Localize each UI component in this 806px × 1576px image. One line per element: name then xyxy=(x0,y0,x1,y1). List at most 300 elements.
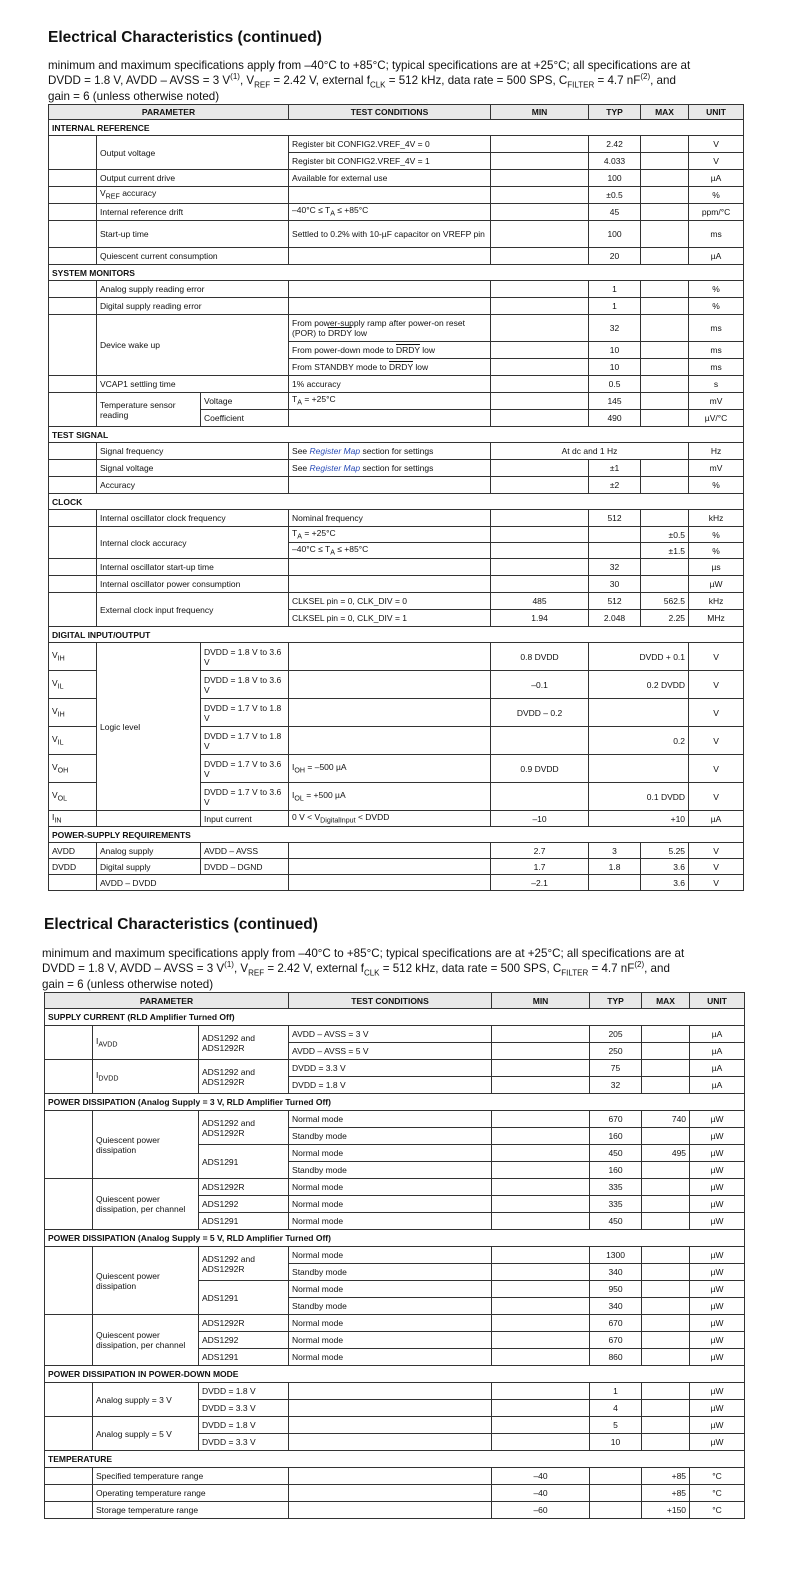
param-label: Quiescent power dissipation, per channel xyxy=(93,1179,199,1230)
symbol: $I_{AVDD}$ xyxy=(93,1026,199,1060)
typ-value: 490 xyxy=(589,410,641,427)
header-parameter: PARAMETER xyxy=(49,105,289,120)
min-value: 1.94 xyxy=(491,610,589,627)
table-row xyxy=(49,527,744,543)
param-label: AVDD – DVDD xyxy=(97,875,289,891)
min-value: –60 xyxy=(492,1502,590,1519)
test-condition: $I_{OL} = +500$ µA xyxy=(289,783,491,811)
param-label: Analog supply reading error xyxy=(97,281,289,298)
table-row xyxy=(45,1502,745,1519)
typ-value: 670 xyxy=(590,1332,642,1349)
table-row xyxy=(45,1485,745,1502)
device-label: ADS1292 xyxy=(199,1196,289,1213)
unit-value: µA xyxy=(689,811,744,827)
table-row xyxy=(45,1315,745,1332)
unit-value: µW xyxy=(690,1145,745,1162)
header-row xyxy=(45,993,745,1009)
section-row xyxy=(49,265,744,281)
table-row xyxy=(49,187,744,204)
test-condition: CLKSEL pin = 0, CLK_DIV = 1 xyxy=(289,610,491,627)
min-value: 485 xyxy=(491,593,589,610)
unit-value: µW xyxy=(689,576,744,593)
param-label: Start-up time xyxy=(97,221,289,248)
test-condition: AVDD – AVSS = 5 V xyxy=(289,1043,492,1060)
table-row xyxy=(49,393,744,410)
typ-value: 1.8 xyxy=(589,859,641,875)
typ-value: 32 xyxy=(590,1077,642,1094)
test-condition: Normal mode xyxy=(289,1281,492,1298)
unit-value: µA xyxy=(690,1026,745,1043)
typ-value: 335 xyxy=(590,1196,642,1213)
max-value: 3.6 xyxy=(641,859,689,875)
unit-value: µW xyxy=(690,1400,745,1417)
table-row xyxy=(49,281,744,298)
unit-value: µW xyxy=(690,1264,745,1281)
test-condition: Register bit CONFIG2.VREF_4V = 1 xyxy=(289,153,491,170)
param-label: Quiescent power dissipation xyxy=(93,1111,199,1179)
table-row xyxy=(49,643,744,671)
unit-value: ms xyxy=(689,315,744,342)
section-heading: SUPPLY CURRENT (RLD Amplifier Turned Off) xyxy=(45,1009,745,1026)
unit-value: V xyxy=(689,727,744,755)
device-label: ADS1292R xyxy=(199,1315,289,1332)
typ-value: ±2 xyxy=(589,477,641,494)
table-row xyxy=(49,170,744,187)
unit-value: µA xyxy=(689,248,744,265)
header-min: MIN xyxy=(492,993,590,1009)
typ-value: 860 xyxy=(590,1349,642,1366)
typ-value: 10 xyxy=(590,1434,642,1451)
typ-value: 75 xyxy=(590,1060,642,1077)
typ-value: 0.5 xyxy=(589,376,641,393)
unit-value: kHz xyxy=(689,510,744,527)
unit-value: µW xyxy=(690,1383,745,1400)
section-heading: TEMPERATURE xyxy=(45,1451,745,1468)
device-label: ADS1292R xyxy=(199,1179,289,1196)
unit-value: µW xyxy=(690,1417,745,1434)
min-value: –0.1 xyxy=(491,671,589,699)
supply-condition: AVDD – AVSS xyxy=(201,843,289,859)
typ-value: 32 xyxy=(589,559,641,576)
unit-value: s xyxy=(689,376,744,393)
section-row xyxy=(49,494,744,510)
param-label: Output voltage xyxy=(97,136,289,170)
test-condition: $T_A = +25^\circ C$ xyxy=(289,393,491,410)
unit-value: µW xyxy=(690,1128,745,1145)
test-condition: Standby mode xyxy=(289,1162,492,1179)
max-value: 495 xyxy=(642,1145,690,1162)
typ-value: 4 xyxy=(590,1400,642,1417)
unit-value: V xyxy=(689,671,744,699)
table-row xyxy=(49,376,744,393)
param-label: Temperature sensor reading xyxy=(97,393,201,427)
section-heading: CLOCK xyxy=(49,494,744,510)
table-row xyxy=(49,298,744,315)
unit-value: V xyxy=(689,153,744,170)
unit-value: % xyxy=(689,527,744,543)
unit-value: µW xyxy=(690,1281,745,1298)
typ-value: ±0.5 xyxy=(589,187,641,204)
supply-condition: DVDD = 1.8 V to 3.6 V xyxy=(201,643,289,671)
max-value: 562.5 xyxy=(641,593,689,610)
header-typ: TYP xyxy=(589,105,641,120)
test-condition: Register bit CONFIG2.VREF_4V = 0 xyxy=(289,136,491,153)
test-condition: Settled to 0.2% with 10-µF capacitor on VREFP pin xyxy=(289,221,491,248)
unit-value: % xyxy=(689,543,744,559)
test-condition: Normal mode xyxy=(289,1213,492,1230)
unit-value: V xyxy=(689,875,744,891)
typ-value: 512 xyxy=(589,510,641,527)
unit-value: µW xyxy=(690,1332,745,1349)
typ-value: 340 xyxy=(590,1298,642,1315)
header-test-conditions: TEST CONDITIONS xyxy=(289,993,492,1009)
unit-value: µV/°C xyxy=(689,410,744,427)
unit-value: ms xyxy=(689,221,744,248)
unit-value: µW xyxy=(690,1213,745,1230)
param-label: Storage temperature range xyxy=(93,1502,289,1519)
supply-condition: DVDD – DGND xyxy=(201,859,289,875)
unit-value: µA xyxy=(690,1043,745,1060)
max-value: 3.6 xyxy=(641,875,689,891)
max-value: +150 xyxy=(642,1502,690,1519)
header-typ: TYP xyxy=(590,993,642,1009)
unit-value: µW xyxy=(690,1179,745,1196)
test-condition: See Register Map section for settings xyxy=(289,443,491,460)
test-condition: $-40^\circ C \le T_A \le +85^\circ C$ xyxy=(289,543,491,559)
min-value: –2.1 xyxy=(491,875,589,891)
param-label: Output current drive xyxy=(97,170,289,187)
param-label: Internal oscillator clock frequency xyxy=(97,510,289,527)
typ-value: 45 xyxy=(589,204,641,221)
unit-value: V xyxy=(689,136,744,153)
typ-value: 335 xyxy=(590,1179,642,1196)
typ-value: 1 xyxy=(589,298,641,315)
test-condition: Normal mode xyxy=(289,1315,492,1332)
typ-value: 30 xyxy=(589,576,641,593)
supply-condition: DVDD = 1.7 V to 3.6 V xyxy=(201,755,289,783)
table-row xyxy=(45,1468,745,1485)
header-parameter: PARAMETER xyxy=(45,993,289,1009)
header-max: MAX xyxy=(642,993,690,1009)
symbol: $V_{IH}$ xyxy=(49,699,97,727)
typ-value: 450 xyxy=(590,1213,642,1230)
table-row xyxy=(49,510,744,527)
typ-value: At dc and 1 Hz xyxy=(491,443,689,460)
typ-value: 670 xyxy=(590,1315,642,1332)
table-row xyxy=(49,875,744,891)
symbol: $I_{IN}$ xyxy=(49,811,97,827)
header-unit: UNIT xyxy=(690,993,745,1009)
unit-value: ms xyxy=(689,342,744,359)
section-heading: SYSTEM MONITORS xyxy=(49,265,744,281)
max-value: 740 xyxy=(642,1111,690,1128)
test-condition: Normal mode xyxy=(289,1179,492,1196)
unit-value: % xyxy=(689,298,744,315)
max-value: ±1.5 xyxy=(641,543,689,559)
header-max: MAX xyxy=(641,105,689,120)
test-condition: Normal mode xyxy=(289,1111,492,1128)
test-condition: 1% accuracy xyxy=(289,376,491,393)
param-label: Internal oscillator start-up time xyxy=(97,559,289,576)
table-row xyxy=(49,248,744,265)
unit-value: kHz xyxy=(689,593,744,610)
unit-value: °C xyxy=(690,1468,745,1485)
param-label: Quiescent power dissipation xyxy=(93,1247,199,1315)
unit-value: % xyxy=(689,477,744,494)
device-label: ADS1291 xyxy=(199,1349,289,1366)
param-label: Logic level xyxy=(97,643,201,811)
test-condition: CLKSEL pin = 0, CLK_DIV = 0 xyxy=(289,593,491,610)
param-label: External clock input frequency xyxy=(97,593,289,627)
symbol: $V_{IH}$ xyxy=(49,643,97,671)
device-label: ADS1292 and ADS1292R xyxy=(199,1026,289,1060)
section-heading: POWER-SUPPLY REQUIREMENTS xyxy=(49,827,744,843)
param-label: Accuracy xyxy=(97,477,289,494)
table-row xyxy=(49,443,744,460)
param-label: Digital supply reading error xyxy=(97,298,289,315)
device-label: DVDD = 3.3 V xyxy=(199,1434,289,1451)
test-condition: From power-down mode to DRDY low xyxy=(289,342,491,359)
symbol: $I_{DVDD}$ xyxy=(93,1060,199,1094)
device-label: DVDD = 1.8 V xyxy=(199,1383,289,1400)
table-row xyxy=(49,315,744,342)
symbol: AVDD xyxy=(49,843,97,859)
supply-condition: DVDD = 1.7 V to 1.8 V xyxy=(201,727,289,755)
max-value: 2.25 xyxy=(641,610,689,627)
unit-value: V xyxy=(689,755,744,783)
test-condition: Normal mode xyxy=(289,1247,492,1264)
unit-value: µA xyxy=(690,1077,745,1094)
table-row xyxy=(49,460,744,477)
unit-value: µW xyxy=(690,1111,745,1128)
table-row xyxy=(45,1111,745,1128)
unit-value: µW xyxy=(690,1298,745,1315)
section-row xyxy=(45,1451,745,1468)
param-label: Analog supply xyxy=(97,843,201,859)
device-label: ADS1292 and ADS1292R xyxy=(199,1111,289,1145)
table-row xyxy=(49,843,744,859)
unit-value: % xyxy=(689,187,744,204)
min-value: –40 xyxy=(492,1468,590,1485)
test-condition: Nominal frequency xyxy=(289,510,491,527)
typ-value: 670 xyxy=(590,1111,642,1128)
min-value: 2.7 xyxy=(491,843,589,859)
typ-value: 450 xyxy=(590,1145,642,1162)
typ-value: 205 xyxy=(590,1026,642,1043)
header-unit: UNIT xyxy=(689,105,744,120)
param-label: Operating temperature range xyxy=(93,1485,289,1502)
max-value: ±0.5 xyxy=(641,527,689,543)
section-title: Electrical Characteristics (continued) xyxy=(48,29,322,46)
section-heading: INTERNAL REFERENCE xyxy=(49,120,744,136)
symbol: DVDD xyxy=(49,859,97,875)
supply-condition: DVDD = 1.7 V to 3.6 V xyxy=(201,783,289,811)
header-min: MIN xyxy=(491,105,589,120)
unit-value: V xyxy=(689,859,744,875)
test-condition: 0 $V < V_{DigitalInput}$ < DVDD xyxy=(289,811,491,827)
param-label: Analog supply = 3 V xyxy=(93,1383,199,1417)
min-value: 1.7 xyxy=(491,859,589,875)
section-row xyxy=(45,1366,745,1383)
param-label: $V_{REF}$ accuracy xyxy=(97,187,289,204)
test-condition: Standby mode xyxy=(289,1128,492,1145)
min-value: –40 xyxy=(492,1485,590,1502)
typ-value: 100 xyxy=(589,221,641,248)
device-label: ADS1291 xyxy=(199,1281,289,1315)
section-title: Electrical Characteristics (continued) xyxy=(44,916,318,933)
unit-value: µW xyxy=(690,1162,745,1179)
param-label: Internal oscillator power consumption xyxy=(97,576,289,593)
param-label: VCAP1 settling time xyxy=(97,376,289,393)
test-condition: Normal mode xyxy=(289,1332,492,1349)
unit-value: % xyxy=(689,281,744,298)
device-label: ADS1292 and ADS1292R xyxy=(199,1247,289,1281)
table-row xyxy=(49,859,744,875)
supply-condition: DVDD = 1.7 V to 1.8 V xyxy=(201,699,289,727)
table-row xyxy=(45,1417,745,1434)
typ-value: 160 xyxy=(590,1128,642,1145)
param-label: Internal reference drift xyxy=(97,204,289,221)
typ-value: 160 xyxy=(590,1162,642,1179)
test-condition: Normal mode xyxy=(289,1196,492,1213)
unit-value: µW xyxy=(690,1196,745,1213)
unit-value: V xyxy=(689,643,744,671)
table-row xyxy=(49,576,744,593)
symbol: $V_{OL}$ xyxy=(49,783,97,811)
section-row xyxy=(49,827,744,843)
conditions-text: minimum and maximum specifications apply from –40°C to +85°C; typical specifications are at +25°C; all specifications are at DVDD = 1.8 V, AVDD – AVSS = 3 $V^{(1)}$, $V_{REF} = 2.42$ V, external $f_{CLK} = 512$ kHz, data rate = 500 SPS, $C_{FILTER} = 4.7$ $nF^{(2)}$, and gain = 6 (unless otherwise noted) xyxy=(48,59,691,103)
test-condition: AVDD – AVSS = 3 V xyxy=(289,1026,492,1043)
sub-param-label: Voltage xyxy=(201,393,289,410)
table-row xyxy=(45,1060,745,1077)
unit-value: µA xyxy=(690,1060,745,1077)
typ-value: 3 xyxy=(589,843,641,859)
test-condition: Normal mode xyxy=(289,1349,492,1366)
typ-value: 1 xyxy=(590,1383,642,1400)
section-heading: POWER DISSIPATION (Analog Supply = 3 V, RLD Amplifier Turned Off) xyxy=(45,1094,745,1111)
test-condition: $T_A = +25^\circ C$ xyxy=(289,527,491,543)
symbol: $V_{IL}$ xyxy=(49,671,97,699)
param-label: Specified temperature range xyxy=(93,1468,289,1485)
spec-table-1 xyxy=(48,104,744,891)
section-row xyxy=(49,627,744,643)
typ-value: 1 xyxy=(589,281,641,298)
unit-value: ms xyxy=(689,359,744,376)
param-label: Signal voltage xyxy=(97,460,289,477)
register-map-link[interactable]: Register Map xyxy=(309,446,361,456)
typ-value: 950 xyxy=(590,1281,642,1298)
unit-value: ppm/°C xyxy=(689,204,744,221)
min-value: DVDD – 0.2 xyxy=(491,699,589,727)
unit-value: °C xyxy=(690,1485,745,1502)
section-heading: POWER DISSIPATION IN POWER-DOWN MODE xyxy=(45,1366,745,1383)
sub-param-label: Coefficient xyxy=(201,410,289,427)
test-condition: $I_{OH} = -500$ µA xyxy=(289,755,491,783)
min-value: –10 xyxy=(491,811,589,827)
device-label: ADS1292 xyxy=(199,1332,289,1349)
max-value: 0.2 xyxy=(589,727,689,755)
param-label: Signal frequency xyxy=(97,443,289,460)
typ-value: 2.048 xyxy=(589,610,641,627)
unit-value: °C xyxy=(690,1502,745,1519)
header-row xyxy=(49,105,744,120)
test-condition: See Register Map section for settings xyxy=(289,460,491,477)
max-value: 0.1 DVDD xyxy=(589,783,689,811)
max-value: 5.25 xyxy=(641,843,689,859)
unit-value: µs xyxy=(689,559,744,576)
section-heading: DIGITAL INPUT/OUTPUT xyxy=(49,627,744,643)
param-label: Quiescent power dissipation, per channel xyxy=(93,1315,199,1366)
table-row xyxy=(49,811,744,827)
typ-value: 32 xyxy=(589,315,641,342)
test-condition: From power-supply ramp after power-on reset (POR) to DRDY low xyxy=(289,315,491,342)
supply-condition: DVDD = 1.8 V to 3.6 V xyxy=(201,671,289,699)
typ-value: 10 xyxy=(589,342,641,359)
table-row xyxy=(49,136,744,153)
typ-value: 1300 xyxy=(590,1247,642,1264)
register-map-link[interactable]: Register Map xyxy=(309,463,361,473)
table-row xyxy=(49,559,744,576)
test-condition: DVDD = 3.3 V xyxy=(289,1060,492,1077)
param-label: Quiescent current consumption xyxy=(97,248,289,265)
device-label: DVDD = 1.8 V xyxy=(199,1417,289,1434)
test-condition: Standby mode xyxy=(289,1298,492,1315)
table-row xyxy=(45,1247,745,1264)
header-test-conditions: TEST CONDITIONS xyxy=(289,105,491,120)
section-row xyxy=(49,120,744,136)
param-label: Digital supply xyxy=(97,859,201,875)
unit-value: V xyxy=(689,699,744,727)
device-label: ADS1291 xyxy=(199,1213,289,1230)
symbol: $V_{OH}$ xyxy=(49,755,97,783)
spec-table-2 xyxy=(44,992,745,1519)
table-row xyxy=(49,221,744,248)
max-value: +85 xyxy=(642,1468,690,1485)
unit-value: µW xyxy=(690,1315,745,1332)
table-row xyxy=(45,1026,745,1043)
section-row xyxy=(45,1094,745,1111)
param-label: Device wake up xyxy=(97,315,289,376)
typ-value: 145 xyxy=(589,393,641,410)
typ-value: 10 xyxy=(589,359,641,376)
supply-condition: Input current xyxy=(201,811,289,827)
param-label: Analog supply = 5 V xyxy=(93,1417,199,1451)
max-value: +85 xyxy=(642,1485,690,1502)
unit-value: V xyxy=(689,783,744,811)
max-value: DVDD + 0.1 xyxy=(589,643,689,671)
unit-value: µW xyxy=(690,1247,745,1264)
section-row xyxy=(49,427,744,443)
test-condition: Normal mode xyxy=(289,1145,492,1162)
typ-value: 250 xyxy=(590,1043,642,1060)
unit-value: µW xyxy=(690,1349,745,1366)
table-row xyxy=(49,204,744,221)
section-row xyxy=(45,1009,745,1026)
unit-value: µW xyxy=(690,1434,745,1451)
table-row xyxy=(49,593,744,610)
device-label: ADS1291 xyxy=(199,1145,289,1179)
test-condition: DVDD = 1.8 V xyxy=(289,1077,492,1094)
min-value: 0.8 DVDD xyxy=(491,643,589,671)
typ-value: 20 xyxy=(589,248,641,265)
max-value: 0.2 DVDD xyxy=(589,671,689,699)
table-row xyxy=(45,1383,745,1400)
unit-value: MHz xyxy=(689,610,744,627)
typ-value: 2.42 xyxy=(589,136,641,153)
typ-value: 100 xyxy=(589,170,641,187)
typ-value: 340 xyxy=(590,1264,642,1281)
unit-value: V xyxy=(689,843,744,859)
